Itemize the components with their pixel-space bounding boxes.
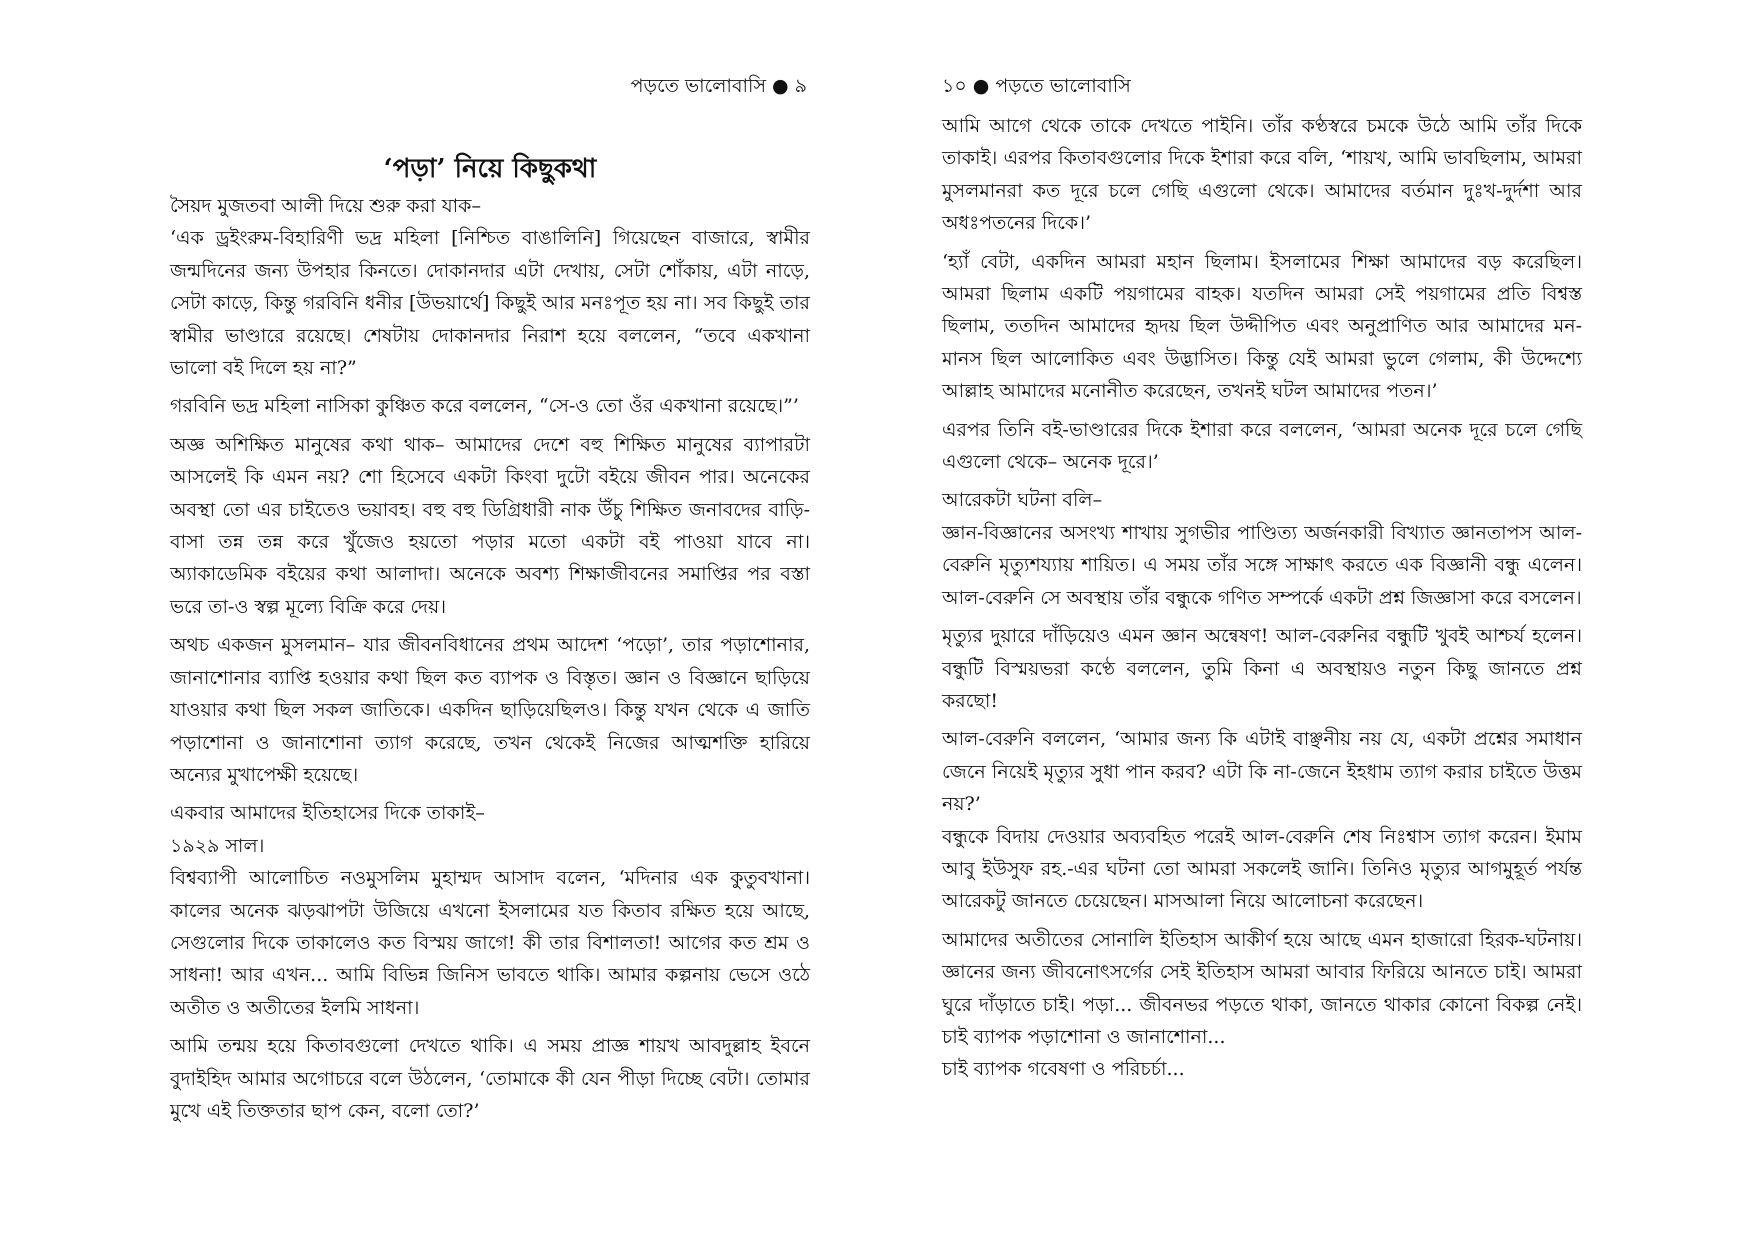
paragraph: আমি আগে থেকে তাকে দেখতে পাইনি। তাঁর কণ্ঠস্বরে চমকে উঠে আমি তাঁর দিকে তাকাই। এরপর কিতাবগুলোর দিকে ইশারা করে বলি, ‘শায়খ, আমি ভাবছিলাম, আমরা মুসলমানরা কত দূরে চলে গেছি এগুলো থেকে। আমাদের বর্তমান দুঃখ-দুর্দশা আর অধঃপতনের দিকে।’ — [942, 115, 1582, 235]
paragraph: অথচ একজন মুসলমান– যার জীবনবিধানের প্রথম আদেশ ‘পড়ো’, তার পড়াশোনার, জানাশোনার ব্যাপ্তি হওয়ার কথা ছিল কত ব্যাপক ও বিস্তৃত। জ্ঞান ও বিজ্ঞানে ছাড়িয়ে যাওয়ার কথা ছিল সকল জাতিকে। একদিন ছাড়িয়েছিলও। কিন্তু যখন থেকে এ জাতি পড়াশোনা ও জানাশোনা ত্যাগ করেছে, তখন থেকেই নিজের আত্মশক্তি হারিয়ে অন্যের মুখাপেক্ষী হয়েছে। — [170, 634, 810, 786]
paragraph: গরবিনি ভদ্র মহিলা নাসিকা কুঞ্চিত করে বললেন, “সে-ও তো ওঁর একখানা রয়েছে।”’ — [170, 395, 799, 418]
paragraph: ১৯২৯ সাল। — [170, 834, 265, 857]
paragraph: আমি তন্ময় হয়ে কিতাবগুলো দেখতে থাকি। এ সময় প্রাজ্ঞ শায়খ আবদুল্লাহ ইবনে বুদাইহিদ আমার অগোচরে বলে উঠলেন, ‘তোমাকে কী যেন পীড়া দিচ্ছে বেটা। তোমার মুখে এই তিক্ততার ছাপ কেন, বলো তো?’ — [170, 1035, 810, 1122]
running-head-right: ১০ ● পড়তে ভালোবাসি — [942, 75, 1131, 97]
paragraph: ‘হ্যাঁ বেটা, একদিন আমরা মহান ছিলাম। ইসলামের শিক্ষা আমাদের বড় করেছিল। আমরা ছিলাম একটি পয়গামের বাহক। যতদিন আমরা সেই পয়গামের প্রতি বিশ্বস্ত ছিলাম, ততদিন আমাদের হৃদয় ছিল উদ্দীপিত এবং অনুপ্রাণিত আর আমাদের মন-মানস ছিল আলোকিত এবং উদ্ভাসিত। কিন্তু যেই আমরা ভুলে গেলাম, কী উদ্দেশ্যে আল্লাহ আমাদের মনোনীত করেছেন, তখনই ঘটল আমাদের পতন।’ — [942, 250, 1582, 403]
paragraph: আরেকটা ঘটনা বলি– — [942, 489, 1103, 512]
paragraph: মৃত্যুর দুয়ারে দাঁড়িয়েও এমন জ্ঞান অন্বেষণ! আল-বেরুনির বন্ধুটি খুবই আশ্চর্য হলেন। বন্ধুটি বিস্ময়ভরা কণ্ঠে বললেন, তুমি কিনা এ অবস্থায়ও নতুন কিছু জানতে প্রশ্ন করছো! — [942, 625, 1582, 712]
paragraph: ‘এক ড্রইংরুম-বিহারিণী ভদ্র মহিলা [নিশ্চিত বাঙালিনি] গিয়েছেন বাজারে, স্বামীর জন্মদিনের জন্য উপহার কিনতে। দোকানদার এটা দেখায়, সেটা শোঁকায়, এটা নাড়ে, সেটা কাড়ে, কিন্তু গরবিনি ধনীর [উভয়ার্থে] কিছুই আর মনঃপূত হয় না। সব কিছুই তার স্বামীর ভাণ্ডারে রয়েছে। শেষটায় দোকানদার নিরাশ হয়ে বললেন, “তবে একখানা ভালো বই দিলে হয় না?” — [170, 227, 810, 380]
paragraph: অজ্ঞ অশিক্ষিত মানুষের কথা থাক– আমাদের দেশে বহু শিক্ষিত মানুষের ব্যাপারটা আসলেই কি এমন নয়? শো হিসেবে একটা কিংবা দুটো বইয়ে জীবন পার। অনেকের অবস্থা তো এর চাইতেও ভয়াবহ। বহু বহু ডিগ্রিধারী নাক উঁচু শিক্ষিত জনাবদের বাড়ি-বাসা তন্ন তন্ন করে খুঁজেও হয়তো পড়ার মতো একটা বই পাওয়া যাবে না। অ্যাকাডেমিক বইয়ের কথা আলাদা। অনেকে অবশ্য শিক্ষাজীবনের সমাপ্তির পর বস্তা ভরে তা-ও স্বল্প মূল্যে বিক্রি করে দেয়। — [170, 433, 810, 618]
paragraph: জ্ঞান-বিজ্ঞানের অসংখ্য শাখায় সুগভীর পাণ্ডিত্য অর্জনকারী বিখ্যাত জ্ঞানতাপস আল-বেরুনি মৃত্যুশয্যায় শায়িত। এ সময় তাঁর সঙ্গে সাক্ষাৎ করতে এক বিজ্ঞানী বন্ধু এলেন। আল-বেরুনি সে অবস্থায় তাঁর বন্ধুকে গণিত সম্পর্কে একটা প্রশ্ন জিজ্ঞাসা করে বসলেন। — [942, 521, 1582, 609]
paragraph: বিশ্বব্যাপী আলোচিত নওমুসলিম মুহাম্মদ আসাদ বলেন, ‘মদিনার এক কুতুবখানা। কালের অনেক ঝড়ঝাপটা উজিয়ে এখনো ইসলামের যত কিতাব রক্ষিত হয়ে আছে, সেগুলোর দিকে তাকালেও কত বিস্ময় জাগে! কী তার বিশালতা! আগের কত শ্রম ও সাধনা! আর এখন... আমি বিভিন্ন জিনিস ভাবতে থাকি। আমার কল্পনায় ভেসে ওঠে অতীত ও অতীতের ইলমি সাধনা। — [170, 867, 810, 1019]
paragraph: একবার আমাদের ইতিহাসের দিকে তাকাই– — [170, 802, 485, 825]
left-text-column — [170, 190, 810, 1133]
paragraph: আমাদের অতীতের সোনালি ইতিহাস আকীর্ণ হয়ে আছে এমন হাজারো হিরক-ঘটনায়। জ্ঞানের জন্য জীবনোৎসর্গের সেই ইতিহাস আমরা আবার ফিরিয়ে আনতে চাই। আমরা ঘুরে দাঁড়াতে চাই। পড়া... জীবনভর পড়তে থাকা, জানতে থাকার কোনো বিকল্প নেই। চাই ব্যাপক পড়াশোনা ও জানাশোনা... — [942, 928, 1582, 1048]
chapter-title: ‘পড়া’ নিয়ে কিছুকথা — [383, 154, 597, 184]
right-page — [877, 0, 1754, 1241]
paragraph: বন্ধুকে বিদায় দেওয়ার অব্যবহিত পরেই আল-বেরুনি শেষ নিঃশ্বাস ত্যাগ করেন। ইমাম আবু ইউসুফ রহ.-এর ঘটনা তো আমরা সকলেই জানি। তিনিও মৃত্যুর আগমুহূর্ত পর্যন্ত আরেকটু জানতে চেয়েছেন। মাসআলা নিয়ে আলোচনা করেছেন। — [942, 825, 1582, 913]
paragraph: চাই ব্যাপক গবেষণা ও পরিচর্চা... — [942, 1058, 1185, 1081]
paragraph: আল-বেরুনি বললেন, ‘আমার জন্য কি এটাই বাঞ্ছনীয় নয় যে, একটা প্রশ্নের সমাধান জেনে নিয়েই মৃত্যুর সুধা পান করব? এটা কি না-জেনে ইহধাম ত্যাগ করার চাইতে উত্তম নয়?’ — [942, 728, 1582, 816]
paragraph: সৈয়দ মুজতবা আলী দিয়ে শুরু করা যাক– — [170, 195, 481, 217]
right-text-column — [942, 110, 1582, 1086]
paragraph: এরপর তিনি বই-ভাণ্ডারের দিকে ইশারা করে বললেন, ‘আমরা অনেক দূরে চলে গেছি এগুলো থেকে– অনেক দূরে।’ — [942, 418, 1582, 474]
running-head-left: পড়তে ভালোবাসি ● ৯ — [630, 75, 807, 97]
